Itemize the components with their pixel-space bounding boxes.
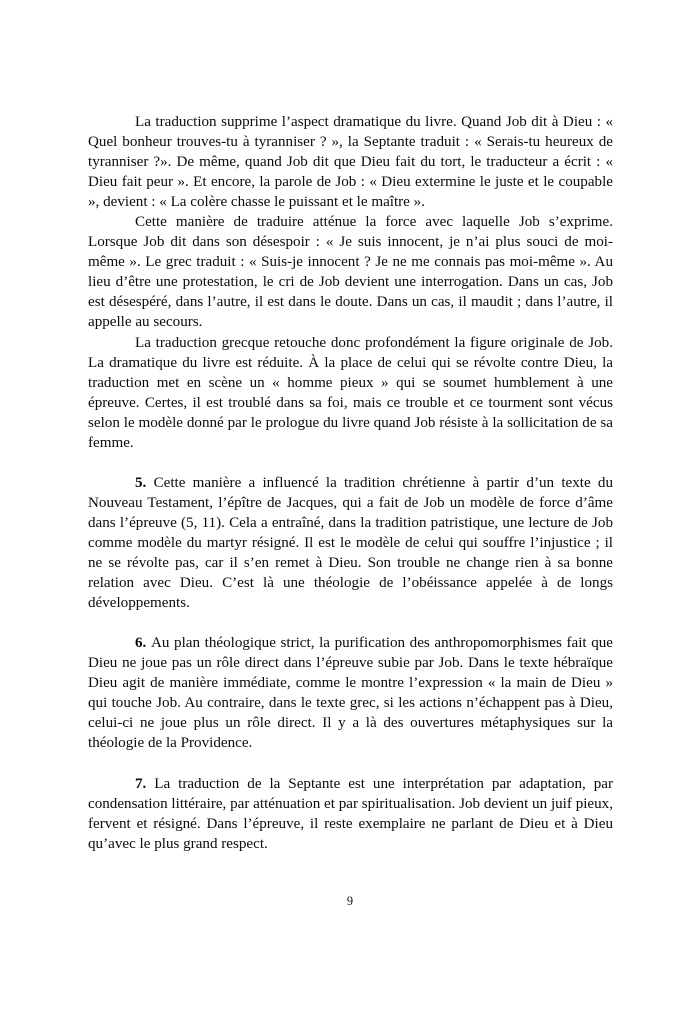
numbered-paragraph-5 (88, 473, 613, 613)
paragraph-text: Cette manière a influencé la tradition chrétienne à partir d’un texte du Nouveau Testament, l’épître de Jacques, qui a fait de Job un modèle de force d’âme dans l’épreuve (5, 11). Cela a entraîné, dans la tradition patristique, une lecture de Job comme modèle du martyr résigné. Il est le modèle de celui qui souffre l’injustice ; il ne se révolte pas, car il s’en remet à Dieu. Son trouble ne change rien à sa bonne relation avec Dieu. C’est là une théologie de l’obéissance appelée à de longs développements. (88, 474, 614, 612)
paragraph-text: La traduction grecque retouche donc profondément la figure originale de Job. La dramatique du livre est réduite. À la place de celui qui se révolte contre Dieu, la traduction met en scène un « homme pieux » qui se soumet humblement à une épreuve. Certes, il est troublé dans sa foi, mais ce trouble et ce tourment sont vécus selon le modèle donné par le prologue du livre quand Job résiste à la sollicitation de sa femme. (88, 334, 613, 451)
body-text-column (88, 112, 613, 854)
paragraph (88, 112, 613, 212)
paragraph-number: 5. (135, 474, 154, 491)
numbered-paragraph-6 (88, 633, 613, 753)
paragraph-number: 6. (135, 635, 151, 652)
paragraph-number: 7. (135, 775, 155, 792)
page-number: 9 (346, 894, 354, 908)
paragraph-text: Cette manière de traduire atténue la force avec laquelle Job s’exprime. Lorsque Job dit dans son désespoir : « Je suis innocent, je n’ai plus souci de moi-même ». Le grec traduit : « Suis-je innocent ? Je ne me connais pas moi-même ». Au lieu d’être une protestation, le cri de Job devient une interrogation. Dans un cas, Job est désespéré, dans l’autre, il est dans le doute. Dans un cas, il maudit ; dans l’autre, il appelle au secours. (88, 214, 613, 331)
paragraph (88, 333, 613, 453)
paragraph-text: La traduction supprime l’aspect dramatique du livre. Quand Job dit à Dieu : « Quel bonheur trouves-tu à tyranniser ? », la Septante traduit : « Serais-tu heureux de tyranniser ?». De même, quand Job dit que Dieu fait du tort, le traducteur a écrit : « Dieu fait peur ». Et encore, la parole de Job : « Dieu extermine le juste et le coupable », devient : « La colère chasse le puissant et le maître ». (88, 114, 613, 211)
paragraph-text: La traduction de la Septante est une interprétation par adaptation, par condensation littéraire, par atténuation et par spiritualisation. Job devient un juif pieux, fervent et résigné. Dans l’épreuve, il reste exemplaire ne parlant de Dieu et à Dieu qu’avec le plus grand respect. (88, 775, 613, 852)
numbered-paragraph-7 (88, 774, 613, 854)
paragraph (88, 212, 613, 332)
paragraph-text: Au plan théologique strict, la purification des anthropomorphismes fait que Dieu ne joue pas un rôle direct dans l’épreuve subie par Job. Dans le texte hébraïque Dieu agit de manière immédiate, comme le montre l’expression « la main de Dieu » qui touche Job. Au contraire, dans le texte grec, si les actions n’échappent pas à Dieu, celui-ci ne joue plus un rôle direct. Il y a là des ouvertures métaphysiques sur la théologie de la Providence. (88, 635, 613, 752)
